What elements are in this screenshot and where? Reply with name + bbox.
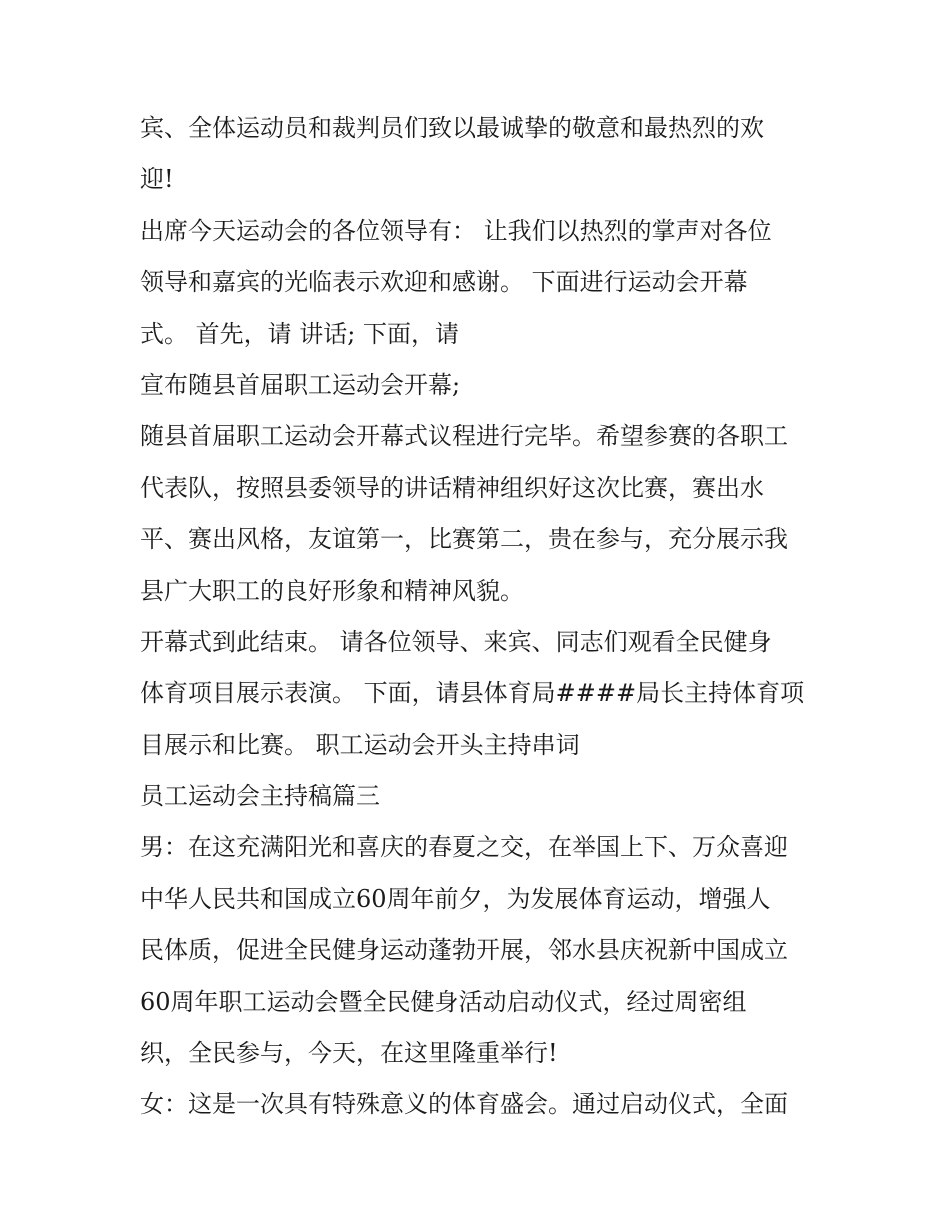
text-line: 县广大职工的良好形象和精神风貌。 — [140, 576, 524, 605]
text-line: 随县首届职工运动会开幕式议程进行完毕。希望参赛的各职工 — [140, 422, 788, 451]
text-line: 开幕式到此结束。 请各位领导、来宾、同志们观看全民健身 — [140, 627, 772, 656]
text-line: 女：这是一次具有特殊意义的体育盛会。通过启动仪式，全面 — [140, 1090, 788, 1119]
text-line: 织，全民参与，今天，在这里隆重举行! — [140, 1039, 558, 1068]
text-line: 迎! — [140, 165, 174, 194]
text-line: 宣布随县首届职工运动会开幕; — [140, 370, 461, 399]
document-body — [140, 103, 830, 1131]
text-line: 体育项目展示表演。 下面，请县体育局####局长主持体育项 — [140, 679, 805, 708]
text-line: 出席今天运动会的各位领导有： 让我们以热烈的掌声对各位 — [140, 216, 772, 245]
text-line: 领导和嘉宾的光临表示欢迎和感谢。 下面进行运动会开幕 — [140, 268, 748, 297]
text-line: 60周年职工运动会暨全民健身活动启动仪式，经过周密组 — [140, 987, 747, 1016]
text-line: 代表队，按照县委领导的讲话精神组织好这次比赛，赛出水 — [140, 473, 764, 502]
text-line: 宾、全体运动员和裁判员们致以最诚挚的敬意和最热烈的欢 — [140, 114, 764, 142]
text-line: 目展示和比赛。 职工运动会开头主持串词 — [140, 730, 580, 759]
section-heading: 员工运动会主持稿篇三 — [140, 782, 380, 811]
text-line: 式。 首先，请 讲话; 下面，请 — [140, 319, 459, 348]
text-line: 平、赛出风格，友谊第一，比赛第二，贵在参与，充分展示我 — [140, 525, 788, 554]
text-line: 民体质，促进全民健身运动蓬勃开展，邻水县庆祝新中国成立 — [140, 936, 788, 965]
text-line: 男：在这充满阳光和喜庆的春夏之交，在举国上下、万众喜迎 — [140, 833, 788, 862]
text-line: 中华人民共和国成立60周年前夕，为发展体育运动，增强人 — [140, 884, 771, 913]
